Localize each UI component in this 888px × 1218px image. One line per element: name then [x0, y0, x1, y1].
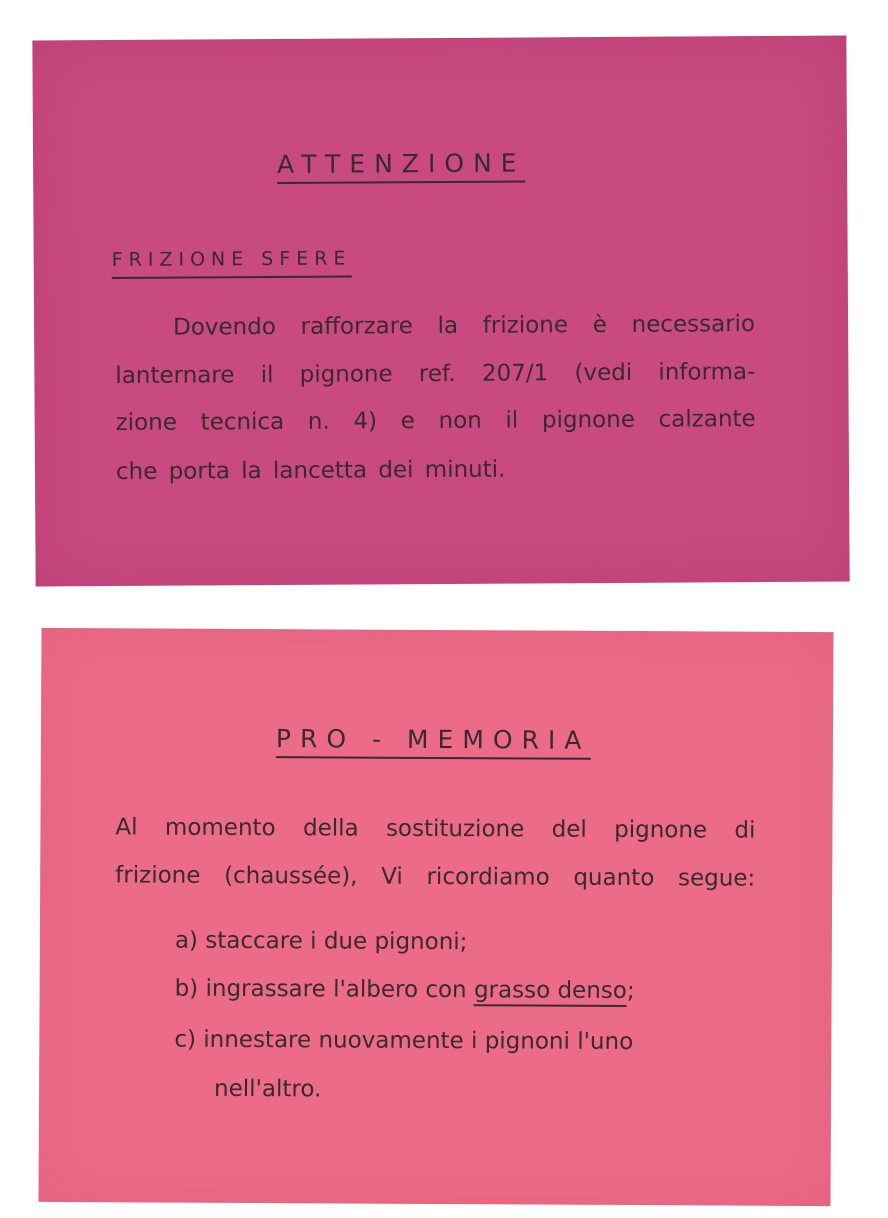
card-title: PRO - MEMORIA	[276, 725, 591, 760]
list-text: innestare nuovamente i pignoni l'uno	[203, 1026, 634, 1056]
list-item-c	[174, 1026, 633, 1056]
list-item-a	[175, 927, 468, 957]
list-item-b	[175, 975, 635, 1005]
card-subtitle: FRIZIONE SFERE	[112, 245, 352, 279]
underlined-text: grasso denso	[474, 977, 627, 1007]
list-text: staccare i due pignoni;	[205, 927, 468, 956]
body-line: Al momento della sostituzione del pignone di	[115, 814, 756, 844]
card-title: ATTENZIONE	[277, 149, 526, 184]
body-line: frizione (chaussée), Vi ricordiamo quanto segue:	[115, 862, 756, 892]
body-line: Dovendo rafforzare la frizione è necessario	[173, 311, 756, 341]
list-item-c-continuation: nell'altro.	[214, 1075, 322, 1103]
list-marker: b)	[174, 975, 199, 1002]
list-text: ingrassare l'albero con	[205, 975, 467, 1004]
list-marker: c)	[174, 1026, 197, 1053]
list-punctuation: ;	[626, 978, 635, 1005]
promemoria-card	[39, 628, 834, 1206]
list-marker: a)	[174, 927, 199, 954]
attenzione-card	[32, 36, 849, 587]
body-line: zione tecnica n. 4) e non il pignone calzante	[115, 406, 756, 436]
body-line: lanternare il pignone ref. 207/1 (vedi informa-	[115, 359, 756, 389]
body-line: che porta la lancetta dei minuti.	[115, 456, 506, 485]
